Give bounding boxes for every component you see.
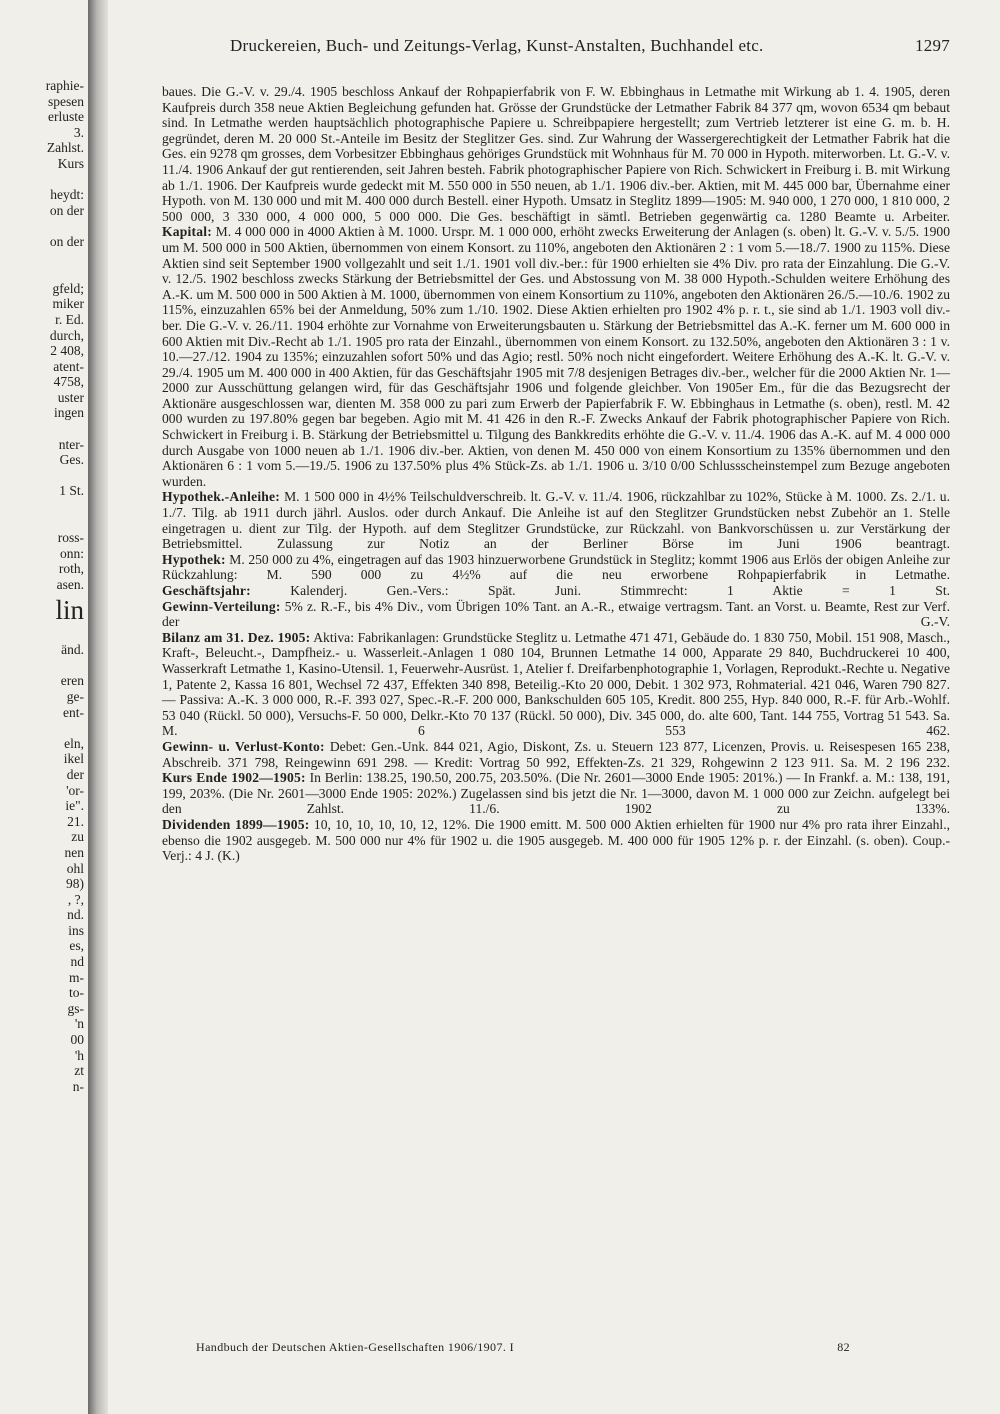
article-body [162, 84, 950, 864]
section-heading: Kurs Ende 1902—1905: [162, 770, 306, 786]
margin-fragment: 2 408, [50, 343, 84, 359]
section-heading: Hypothek.-Anleihe: [162, 489, 281, 505]
section-heading: Dividenden 1899—1905: [162, 816, 310, 832]
margin-fragment [0, 421, 84, 437]
margin-fragment: on der [49, 233, 84, 249]
paragraph [162, 84, 950, 224]
margin-fragment: durch, [49, 327, 84, 343]
section-heading: Hypothek: [162, 551, 226, 567]
paragraph-text: Kalenderj. Gen.-Vers.: Spät. Juni. Stimmrecht: 1 Aktie = 1 St. [290, 583, 951, 598]
margin-fragment [0, 218, 84, 234]
section-heading: Gewinn- u. Verlust-Konto: [162, 738, 325, 754]
margin-fragment [0, 515, 84, 531]
margin-fragment: nd. [67, 907, 84, 923]
margin-fragment: erluste [48, 109, 84, 125]
paragraph [162, 552, 950, 583]
margin-fragment: 21. [67, 813, 84, 829]
section-heading: Geschäftsjahr: [162, 583, 251, 598]
paragraph [162, 489, 950, 551]
margin-fragment: ent- [63, 704, 84, 720]
paragraph-text: M. 250 000 zu 4%, eingetragen auf das 1903 hinzuerworbene Grundstück in Steglitz; kommt 1906 aus Erlös der obigen Anleihe zur Rückzahlung: M. 590 000 zu 4½% auf die neu erworbene Rohpapierfabrik in Letmathe. [162, 551, 950, 583]
page-footer [196, 1340, 850, 1355]
margin-fragment: ohl [66, 860, 84, 876]
margin-fragment: gs- [67, 1000, 84, 1016]
margin-fragment: nter- [58, 436, 84, 452]
margin-fragment: ie". [65, 798, 84, 814]
margin-fragment: 'h [74, 1047, 84, 1063]
margin-fragment: asen. [56, 577, 84, 592]
margin-fragment: Kurs [57, 155, 84, 171]
margin-fragment: 3. [73, 124, 84, 140]
margin-fragment [0, 658, 84, 674]
paragraph [162, 770, 950, 817]
section-heading: Bilanz am 31. Dez. 1905: [162, 629, 311, 645]
margin-fragment [0, 627, 84, 643]
margin-fragment [0, 172, 84, 188]
section-heading: Kapital: [162, 224, 212, 240]
margin-fragment: zt [74, 1063, 84, 1079]
margin-fragment: ge- [66, 688, 84, 704]
margin-fragment: eren [60, 673, 84, 689]
margin-fragment: eln, [64, 735, 84, 751]
margin-fragment: heydt: [50, 187, 84, 203]
margin-fragment: nd [70, 954, 84, 970]
footer-signature: 82 [837, 1340, 850, 1354]
paragraph [162, 583, 950, 599]
page-number: 1297 [915, 36, 950, 55]
page-header [230, 36, 950, 56]
margin-fragment: 4758, [53, 374, 84, 390]
footer-source: Handbuch der Deutschen Aktien-Gesellschaften 1906/1907. I [196, 1340, 515, 1354]
margin-fragment [0, 468, 84, 484]
paragraph-text: M. 4 000 000 in 4000 Aktien à M. 1000. Urspr. M. 1 000 000, erhöht zwecks Erweiterung der Anlagen (s. oben) lt. G.-V. v. 5./5. 1900 um M. 500 000 in 500 Aktien, übernommen von einem Konsort. zu 110%, angeboten den Aktionären 2 : 1 vom 5.—18./7. 1900 zu 115%. Diese Aktien sind seit September 1900 vollgezahlt und seit 1./1. 1901 voll div.-ber.: für 1900 erhielten sie 4% Div. pro rata der Einzahlung. Die G.-V. v. 12./5. 1902 beschloss zwecks Stärkung der Betriebsmittel der Ges. und Abstossung von M. 38 000 Hypoth.-Schulden weitere Erhöhung des A.-K. um M. 500 000 in 500 Aktien à M. 1000, übernommen von einem Konsortium zu 110%, angeboten den Aktionären 26./5.—10./6. 1902 zu 115%, einzuzahlen 65% bei der Anmeldung, 50% zum 1./10. 1902. Diese Aktien erhielten pro 1902 4% p. r. t., sie sind ab 1./1. 1903 voll div.-ber. Die G.-V. v. 26./11. 1904 erhöhte zur Vornahme von Erweiterungsbauten u. Stärkung der Betriebsmittel das A.-K. ferner um M. 600 000 in 600 Aktien mit Div.-Recht ab 1./1. 1905 pro rata der Einzahl., übernommen von einem Konsort. zu 132.50%, angeboten den Aktionären 3 : 1 v. 10.—27./12. 1904 zu 135%; einzuzahlen sofort 50% und das Agio; restl. 50% noch nicht eingefordert. Weitere Erhöhung des A.-K. lt. G.-V. v. 29./4. 1905 um M. 400 000 in 400 Aktien, für das Geschäftsjahr 1905 mit 7/8 desjenigen Betrages div.-ber., welcher für die 2000 Aktien Nr. 1—2000 zur Ausschüttung gelangen wird, für das Geschäftsjahr 1906 und folgende gleichber. Von 1905er Em., für die das Bezugsrecht der Aktionäre ausgeschlossen war, dienten M. 358 000 zu pari zum Erwerb der Papierfabrik F. W. Ebbinghaus in Letmathe (s. oben), restl. M. 42 000 wurden zu 197.80% gegen bar begeben. Agio mit M. 41 426 in den R.-F. Zwecks Ankauf der Fabrik photographischer Papiere von Rich. Schwickert in Freiburg i. B. Stärkung der Betriebsmittel u. Tilgung des Bankkredits erhöhte die G.-V. v. 11./4. 1906 das A.-K. auf M. 4 000 000 durch Ausgabe von 1000 neuen ab 1./1. 1906 div.-ber. Aktien, von denen M. 450 000 von einem Konsortium zu 135% übernommen und den Aktionären 6 : 1 vom 5.—19./5. 1906 zu 137.50% plus 4% Stück-Zs. ab 1./1. 1906 u. 3/10 0/00 Schlussscheinstempel zum Bezuge angeboten wurden. [162, 224, 951, 489]
margin-fragment: 'or- [66, 782, 84, 798]
margin-fragment: m- [69, 969, 84, 985]
margin-fragment: gfeld; [52, 280, 84, 296]
paragraph [162, 739, 950, 770]
margin-fragment: 98) [66, 876, 84, 892]
margin-fragment: änd. [61, 642, 84, 658]
book-spine-shadow [88, 0, 108, 1414]
paragraph-text: baues. Die G.-V. v. 29./4. 1905 beschloss Ankauf der Rohpapierfabrik von F. W. Ebbinghaus in Letmathe mit Wirkung ab 1. 4. 1905, deren Kaufpreis durch 358 neue Aktien Begleichung gefunden hat. Grösse der Grundstücke der Letmather Fabrik 84 377 qm, wovon 6534 qm bebaut sind. In Letmathe werden hauptsächlich photographische Papiere u. Schreibpapiere hergestellt; zum Vertrieb letzterer ist eine G. m. b. H. gegründet, deren M. 20 000 St.-Anteile im Besitz der Steglitzer Ges. sind. Zur Wahrung der Wassergerechtigkeit der Letmather Fabrik hat die Ges. ein 9278 qm grosses, dem Vorbesitzer Ebbinghaus gehöriges Grundstück mit Wohnhaus für M. 70 000 in Hypoth. miterworben. Lt. G.-V. v. 11./4. 1906 Ankauf der gut rentierenden, seit Jahren besteh. Fabrik photographischer Papiere von Rich. Schwickert in Freiburg i. B. mit Wirkung ab 1./1. 1906. Der Kaufpreis wurde gedeckt mit M. 550 000 in 550 neuen, ab 1./1. 1906 div.-ber. Aktien, mit M. 445 000 bar, Übernahme einer Hypoth. von M. 130 000 und mit M. 400 000 durch Bestell. einer Hypoth. Umsatz in Steglitz 1899—1905: M. 940 000, 1 270 000, 1 810 000, 2 500 000, 3 330 000, 4 000 000, 5 000 000. Die Ges. beschäftigt in sämtl. Betrieben gegenwärtig ca. 1280 Beamte u. Arbeiter. [162, 84, 950, 224]
paragraph [162, 817, 950, 864]
paragraph [162, 630, 950, 739]
margin-fragment: roth, [58, 561, 84, 577]
margin-fragment: nen [64, 844, 84, 860]
paragraph-text: 10, 10, 10, 10, 10, 12, 12%. Die 1900 emitt. M. 500 000 Aktien erhielten für 1900 nur 4% pro rata ihrer Einzahl., ebenso die 1902 ausgegeb. M. 500 000 nur 4% für 1902 u. die 1905 ausgegeb. M. 400 000 für 1905 12% p. r. der Einzahl. (s. oben). Coup.-Verj.: 4 J. (K.) [162, 816, 950, 864]
margin-fragment [0, 265, 84, 281]
section-heading: Gewinn-Verteilung: [162, 598, 281, 614]
facing-page-margin-text [0, 78, 84, 1094]
margin-fragment: on der [49, 202, 84, 218]
paragraph-text: In Berlin: 138.25, 190.50, 200.75, 203.50%. (Die Nr. 2601—3000 Ende 1905: 201%.) — In Frankf. a. M.: 138, 191, 199, 203%. (Die Nr. 2601—3000 Ende 1905: 202%.) Zugelassen sind bis jetzt die Nr. 1—3000, davon M. 1 000 000 zur Zeichn. aufgelegt bei den Zahlst. 11./6. 1902 zu 133%. [162, 770, 950, 817]
margin-fragment: 1 St. [59, 483, 84, 499]
margin-fragment: es, [69, 938, 84, 954]
margin-fragment: r. Ed. [55, 311, 84, 327]
margin-fragment [0, 720, 84, 736]
margin-fragment: zu [71, 829, 84, 845]
margin-fragment: der [66, 766, 84, 782]
margin-fragment: ingen [54, 405, 84, 421]
margin-fragment: Ges. [59, 452, 84, 468]
margin-fragment: raphie- [45, 78, 84, 93]
margin-fragment: to- [69, 985, 84, 1001]
margin-fragment [0, 499, 84, 515]
margin-fragment: uster [57, 389, 84, 405]
margin-fragment: Zahlst. [46, 140, 84, 156]
margin-fragment [0, 250, 84, 266]
margin-fragment: , ?, [67, 891, 84, 907]
margin-fragment: atent- [53, 358, 84, 374]
margin-fragment: ins [68, 922, 84, 938]
margin-fragment: spesen [48, 93, 84, 109]
margin-fragment: onn: [59, 545, 84, 561]
paragraph-text: 5% z. R.-F., bis 4% Div., vom Übrigen 10% Tant. an A.-R., etwaige vertragsm. Tant. an Vorst. u. Beamte, Rest zur Verf. der G.-V. [162, 598, 950, 630]
paragraph-text: Aktiva: Fabrikanlagen: Grundstücke Steglitz u. Letmathe 471 471, Gebäude do. 1 830 750, Mobil. 151 908, Masch., Kraft-, Beleucht.-, Dampfheiz.- u. Wasserleit.-Anlagen 1 080 104, Brunnen Letmathe 14 000, Apparate 29 840, Buchdruckerei 10 400, Wasserkraft Letmathe 1, Kasino-Utensil. 1, Feuerwehr-Ausrüst. 1, Atelier f. Dreifarbenphotographie 1, Vorlagen, Reprodukt.-Rechte u. Negative 1, Patente 2, Kassa 16 801, Wechsel 72 437, Effekten 340 898, Beteilig.-Kto 20 000, Debit. 1 302 973, Rohmaterial. 421 046, Waren 790 827. — Passiva: A.-K. 3 000 000, R.-F. 393 027, Spec.-R.-F. 200 000, Bankschulden 605 105, Kredit. 800 255, Hyp. 840 000, R.-F. für Arb.-Wohlf. 53 040 (Rückl. 50 000), Versuchs-F. 50 000, Delkr.-Kto 70 137 (Rückl. 50 000), Div. 345 000, do. alte 600, Tant. 144 755, Vortrag 51 543. Sa. M. 6 553 462. [162, 629, 950, 739]
paragraph-text: Debet: Gen.-Unk. 844 021, Agio, Diskont, Zs. u. Steuern 123 877, Licenzen, Provis. u. Reisespesen 165 238, Abschreib. 371 798, Reingewinn 691 298. — Kredit: Vortrag 50 992, Effekten-Zs. 21 329, Rohgewinn 2 123 911. Sa. M. 2 196 232. [162, 738, 950, 770]
paragraph-text: M. 1 500 000 in 4½% Teilschuldverschreib. lt. G.-V. v. 11./4. 1906, rückzahlbar zu 102%, Stücke à M. 1000. Zs. 2./1. u. 1./7. Tilg. ab 1911 durch jährl. Auslos. oder durch Ankauf. Die Anleihe ist auf den Steglitzer Grundstücken nebst Zubehör an 1. Stelle eingetragen u. dient zur Tilg. der Hypoth. auf dem Steglitzer Grundstücke, zur Rückzahl. von Bankvorschüssen u. zur Verstärkung der Betriebsmittel. Zulassung zur Notiz an der Berliner Börse im Juni 1906 beantragt. [162, 489, 950, 552]
paragraph [162, 224, 950, 489]
margin-fragment: n- [72, 1078, 84, 1094]
margin-fragment: 00 [70, 1032, 84, 1048]
margin-fragment: miker [52, 296, 84, 312]
margin-fragment: ross- [57, 530, 84, 546]
paragraph [162, 599, 950, 630]
margin-fragment: 'n [74, 1016, 84, 1032]
running-title: Druckereien, Buch- und Zeitungs-Verlag, Kunst-Anstalten, Buchhandel etc. [230, 36, 764, 55]
margin-fragment: ikel [63, 751, 84, 767]
margin-fragment: lin [55, 594, 84, 625]
